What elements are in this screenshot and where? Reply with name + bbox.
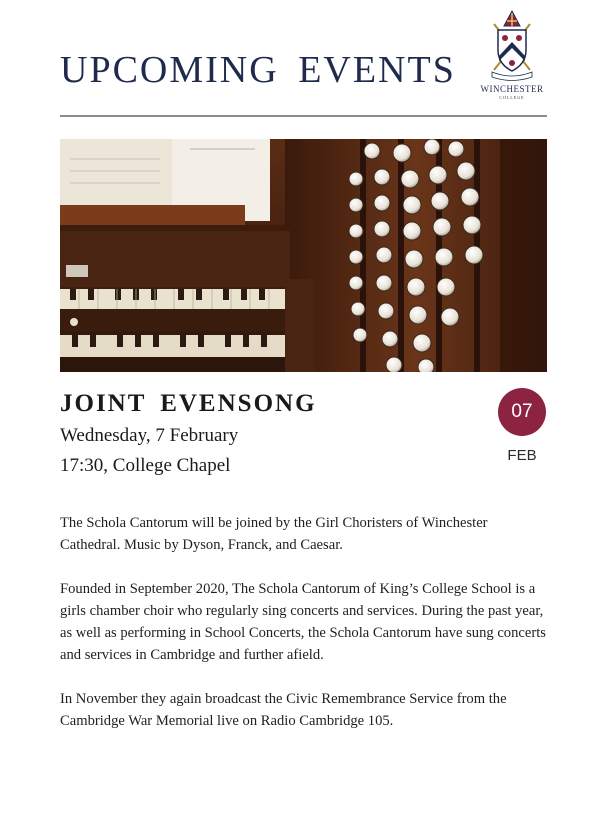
event-time-location: 17:30, College Chapel — [60, 455, 231, 476]
event-description — [60, 512, 548, 754]
event-title: JOINT EVENSONG — [60, 390, 317, 417]
event-date: Wednesday, 7 February — [60, 425, 239, 446]
hero-image — [60, 139, 547, 372]
winchester-college-crest-icon — [488, 8, 536, 82]
crest-subtitle: COLLEGE — [499, 95, 525, 100]
date-badge-day: 07 — [511, 401, 533, 422]
header-divider — [60, 115, 547, 117]
description-paragraph: Founded in September 2020, The Schola Cantorum of King’s College School is a girls chamber choir who regularly sing concerts and services. During the past year, as well as performing in School Concerts, the Schola Cantorum have sung concerts and services in Cambridge and further afield. — [60, 581, 546, 663]
page-title: UPCOMING EVENTS — [60, 49, 456, 91]
description-paragraph: The Schola Cantorum will be joined by the Girl Choristers of Winchester Cathedral. Music by Dyson, Franck, and Caesar. — [60, 515, 488, 553]
description-paragraph: In November they again broadcast the Civic Remembrance Service from the Cambridge War Memorial live on Radio Cambridge 105. — [60, 691, 507, 729]
winchester-logo — [476, 8, 548, 100]
date-badge — [498, 388, 546, 436]
organ-photo — [60, 139, 547, 372]
crest-wordmark: WINCHESTER — [480, 84, 544, 94]
date-badge-month: FEB — [507, 447, 537, 464]
